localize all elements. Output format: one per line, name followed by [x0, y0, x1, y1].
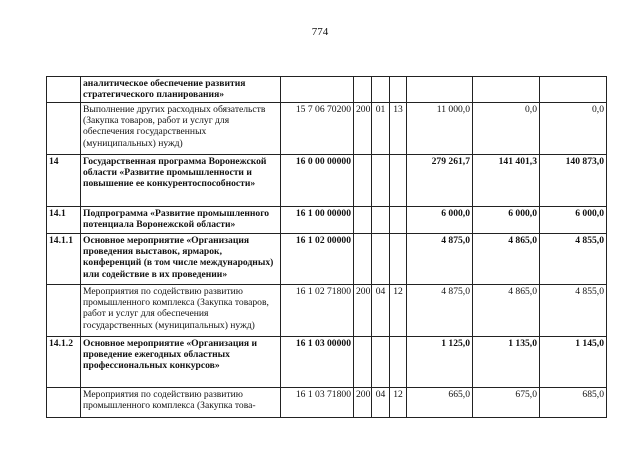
row-kcsr: 16 1 03 71800 [281, 388, 354, 418]
row-value-3: 685,0 [540, 388, 607, 418]
row-code [47, 103, 81, 155]
row-description: аналитическое обеспечение развития стратегического планирования» [81, 77, 281, 103]
row-value-2: 4 865,0 [473, 234, 540, 285]
row-pr [390, 207, 407, 234]
row-pr: 13 [390, 103, 407, 155]
row-value-1: 1 125,0 [407, 337, 473, 388]
table-body [47, 77, 607, 418]
row-description: Мероприятия по содействию развитию промышленного комплекса (Закупка товаров, работ и услуг для обеспечения государственных (муниципальных) нужд) [81, 285, 281, 337]
row-kcsr: 16 1 02 00000 [281, 234, 354, 285]
row-vr: 200 [354, 103, 372, 155]
row-value-1: 6 000,0 [407, 207, 473, 234]
row-rz: 04 [372, 388, 390, 418]
table-row [47, 103, 607, 155]
row-value-1 [407, 77, 473, 103]
row-kcsr: 16 1 00 00000 [281, 207, 354, 234]
row-vr [354, 337, 372, 388]
row-pr: 12 [390, 388, 407, 418]
row-pr [390, 77, 407, 103]
table-row [47, 234, 607, 285]
row-value-1: 279 261,7 [407, 155, 473, 207]
row-value-3: 6 000,0 [540, 207, 607, 234]
table-row [47, 285, 607, 337]
row-description: Мероприятия по содействию развитию промышленного комплекса (Закупка това- [81, 388, 281, 418]
table-row [47, 77, 607, 103]
row-vr: 200 [354, 285, 372, 337]
row-value-2: 675,0 [473, 388, 540, 418]
budget-table [46, 76, 607, 418]
row-kcsr [281, 77, 354, 103]
row-code: 14 [47, 155, 81, 207]
row-value-1: 11 000,0 [407, 103, 473, 155]
row-rz: 04 [372, 285, 390, 337]
table-row [47, 337, 607, 388]
row-kcsr: 16 1 02 71800 [281, 285, 354, 337]
row-code: 14.1.2 [47, 337, 81, 388]
row-vr [354, 234, 372, 285]
row-kcsr: 16 0 00 00000 [281, 155, 354, 207]
row-value-1: 4 875,0 [407, 234, 473, 285]
table-row [47, 155, 607, 207]
row-vr [354, 155, 372, 207]
row-value-3: 4 855,0 [540, 234, 607, 285]
row-value-2: 6 000,0 [473, 207, 540, 234]
row-vr: 200 [354, 388, 372, 418]
table-row [47, 388, 607, 418]
row-code [47, 388, 81, 418]
row-rz [372, 234, 390, 285]
row-kcsr: 15 7 06 70200 [281, 103, 354, 155]
row-value-3: 140 873,0 [540, 155, 607, 207]
row-code: 14.1 [47, 207, 81, 234]
row-code [47, 77, 81, 103]
row-value-2 [473, 77, 540, 103]
row-value-3: 1 145,0 [540, 337, 607, 388]
row-rz [372, 207, 390, 234]
row-rz: 01 [372, 103, 390, 155]
row-code [47, 285, 81, 337]
row-kcsr: 16 1 03 00000 [281, 337, 354, 388]
row-description: Основное мероприятие «Организация и проведение ежегодных областных профессиональных конкурсов» [81, 337, 281, 388]
row-value-2: 1 135,0 [473, 337, 540, 388]
row-pr [390, 155, 407, 207]
row-description: Государственная программа Воронежской области «Развитие промышленности и повышение ее конкурентоспособности» [81, 155, 281, 207]
row-value-1: 665,0 [407, 388, 473, 418]
row-description: Подпрограмма «Развитие промышленного потенциала Воронежской области» [81, 207, 281, 234]
table-row [47, 207, 607, 234]
row-pr: 12 [390, 285, 407, 337]
row-value-1: 4 875,0 [407, 285, 473, 337]
row-pr [390, 234, 407, 285]
row-value-3: 0,0 [540, 103, 607, 155]
row-value-2: 0,0 [473, 103, 540, 155]
row-value-3: 4 855,0 [540, 285, 607, 337]
row-vr [354, 77, 372, 103]
page-number: 774 [311, 26, 329, 38]
row-rz [372, 77, 390, 103]
row-code: 14.1.1 [47, 234, 81, 285]
row-value-2: 4 865,0 [473, 285, 540, 337]
row-description: Основное мероприятие «Организация проведения выставок, ярмарок, конференций (в том числе международных) или содействие в их проведении» [81, 234, 281, 285]
row-vr [354, 207, 372, 234]
row-value-3 [540, 77, 607, 103]
row-rz [372, 337, 390, 388]
row-rz [372, 155, 390, 207]
row-pr [390, 337, 407, 388]
row-description: Выполнение других расходных обязательств (Закупка товаров, работ и услуг для обеспечения государственных (муниципальных) нужд) [81, 103, 281, 155]
row-value-2: 141 401,3 [473, 155, 540, 207]
